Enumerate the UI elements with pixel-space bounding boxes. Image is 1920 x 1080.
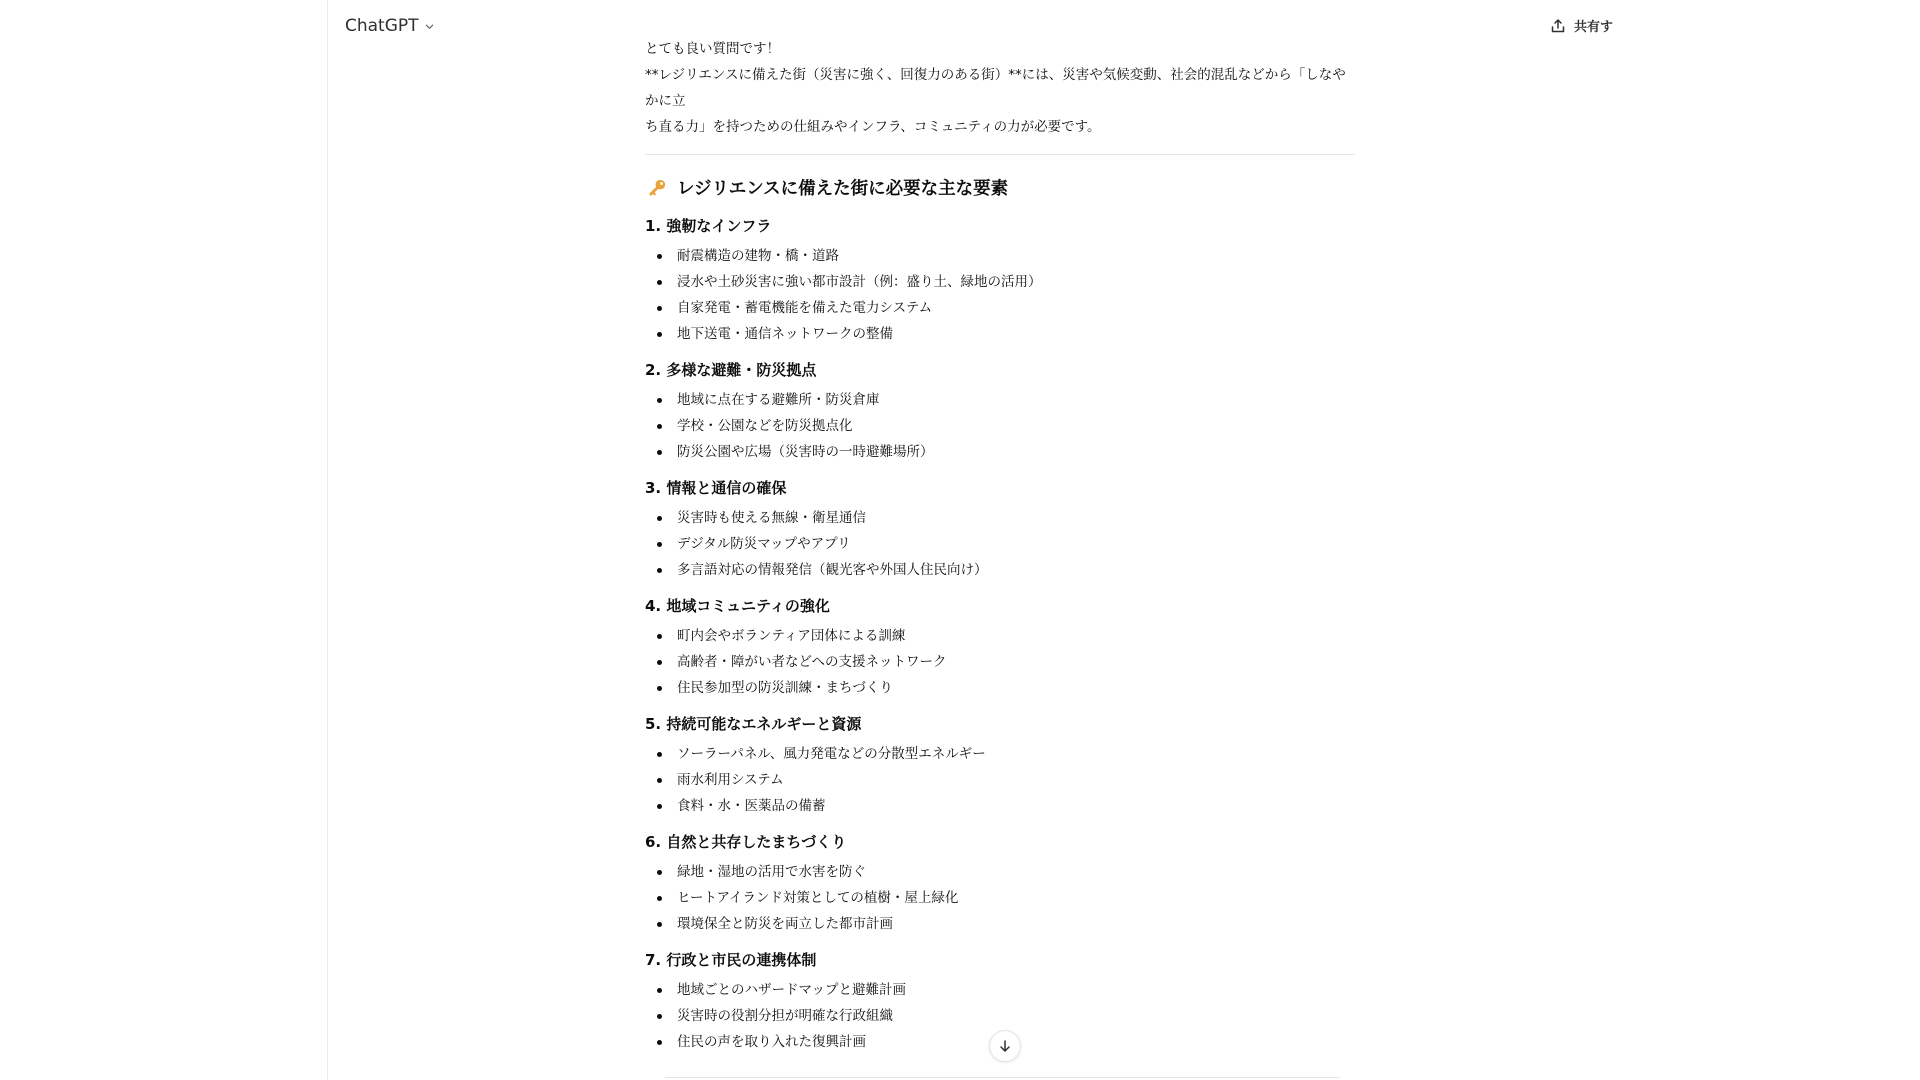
list-item: 高齢者・障がい者などへの支援ネットワーク: [645, 649, 1355, 675]
model-selector-label: ChatGPT: [345, 16, 419, 36]
bullet-list: [645, 859, 1355, 937]
section-title: 4. 地域コミュニティの強化: [645, 597, 830, 615]
section-5: [645, 712, 1355, 819]
bullet-list: [645, 243, 1355, 347]
intro-line: ち直る力」を持つための仕組みやインフラ、コミュニティの力が必要です。: [645, 119, 1101, 135]
arrow-down-icon: [998, 1039, 1012, 1053]
list-item: 耐震構造の建物・橋・道路: [645, 243, 1355, 269]
bullet-list: [645, 505, 1355, 583]
chevron-down-icon: [425, 22, 434, 31]
list-item: 防災公園や広場（災害時の一時避難場所）: [645, 439, 1355, 465]
list-item: 食料・水・医薬品の備蓄: [645, 793, 1355, 819]
intro-line: **レジリエンスに備えた街（災害に強く、回復力のある街）**には、災害や気候変動、社会的混乱などから「しなやかに立: [645, 67, 1346, 109]
share-button-label: 共有す: [1574, 20, 1614, 35]
scroll-to-bottom-button[interactable]: [989, 1030, 1021, 1062]
section-title: 6. 自然と共存したまちづくり: [645, 833, 847, 851]
list-item: 住民参加型の防災訓練・まちづくり: [645, 675, 1355, 701]
bullet-list: [645, 387, 1355, 465]
section-heading: [648, 175, 1355, 200]
list-item: 災害時も使える無線・衛星通信: [645, 505, 1355, 531]
horizontal-divider: [645, 154, 1355, 155]
list-item: 多言語対応の情報発信（観光客や外国人住民向け）: [645, 557, 1355, 583]
section-2: [645, 358, 1355, 465]
model-selector[interactable]: [345, 16, 434, 36]
section-title: 1. 強靭なインフラ: [645, 217, 772, 235]
share-button[interactable]: [1550, 16, 1613, 35]
list-item: 地域ごとのハザードマップと避難計画: [645, 977, 1355, 1003]
sidebar-divider: [327, 0, 328, 1080]
share-upload-icon: [1550, 18, 1566, 34]
list-item: 地域に点在する避難所・防災倉庫: [645, 387, 1355, 413]
list-item: 町内会やボランティア団体による訓練: [645, 623, 1355, 649]
list-item: ソーラーパネル、風力発電などの分散型エネルギー: [645, 741, 1355, 767]
heading-text: レジリエンスに備えた街に必要な主な要素: [677, 179, 1009, 199]
list-item: 学校・公園などを防災拠点化: [645, 413, 1355, 439]
list-item: 地下送電・通信ネットワークの整備: [645, 321, 1355, 347]
list-item: デジタル防災マップやアプリ: [645, 531, 1355, 557]
section-title: 5. 持続可能なエネルギーと資源: [645, 715, 862, 733]
section-3: [645, 476, 1355, 583]
list-item: 雨水利用システム: [645, 767, 1355, 793]
list-item: ヒートアイランド対策としての植樹・屋上緑化: [645, 885, 1355, 911]
list-item: 災害時の役割分担が明確な行政組織: [645, 1003, 1355, 1029]
section-1: [645, 214, 1355, 347]
section-4: [645, 594, 1355, 701]
list-item: 環境保全と防災を両立した都市計画: [645, 911, 1355, 937]
section-title: 2. 多様な避難・防災拠点: [645, 361, 817, 379]
assistant-message: [645, 36, 1355, 1066]
section-6: [645, 830, 1355, 937]
list-item: 緑地・湿地の活用で水害を防ぐ: [645, 859, 1355, 885]
list-item: 浸水や土砂災害に強い都市設計（例：盛り土、緑地の活用）: [645, 269, 1355, 295]
bullet-list: [645, 623, 1355, 701]
composer-top-edge: [665, 1077, 1340, 1078]
list-item: 自家発電・蓄電機能を備えた電力システム: [645, 295, 1355, 321]
intro-line: とても良い質問です！: [645, 41, 780, 57]
message-intro: [645, 36, 1355, 140]
section-title: 3. 情報と通信の確保: [645, 479, 787, 497]
section-title: 7. 行政と市民の連携体制: [645, 951, 817, 969]
list-item: 住民の声を取り入れた復興計画: [645, 1029, 1355, 1055]
key-icon: [648, 178, 667, 197]
bullet-list: [645, 741, 1355, 819]
